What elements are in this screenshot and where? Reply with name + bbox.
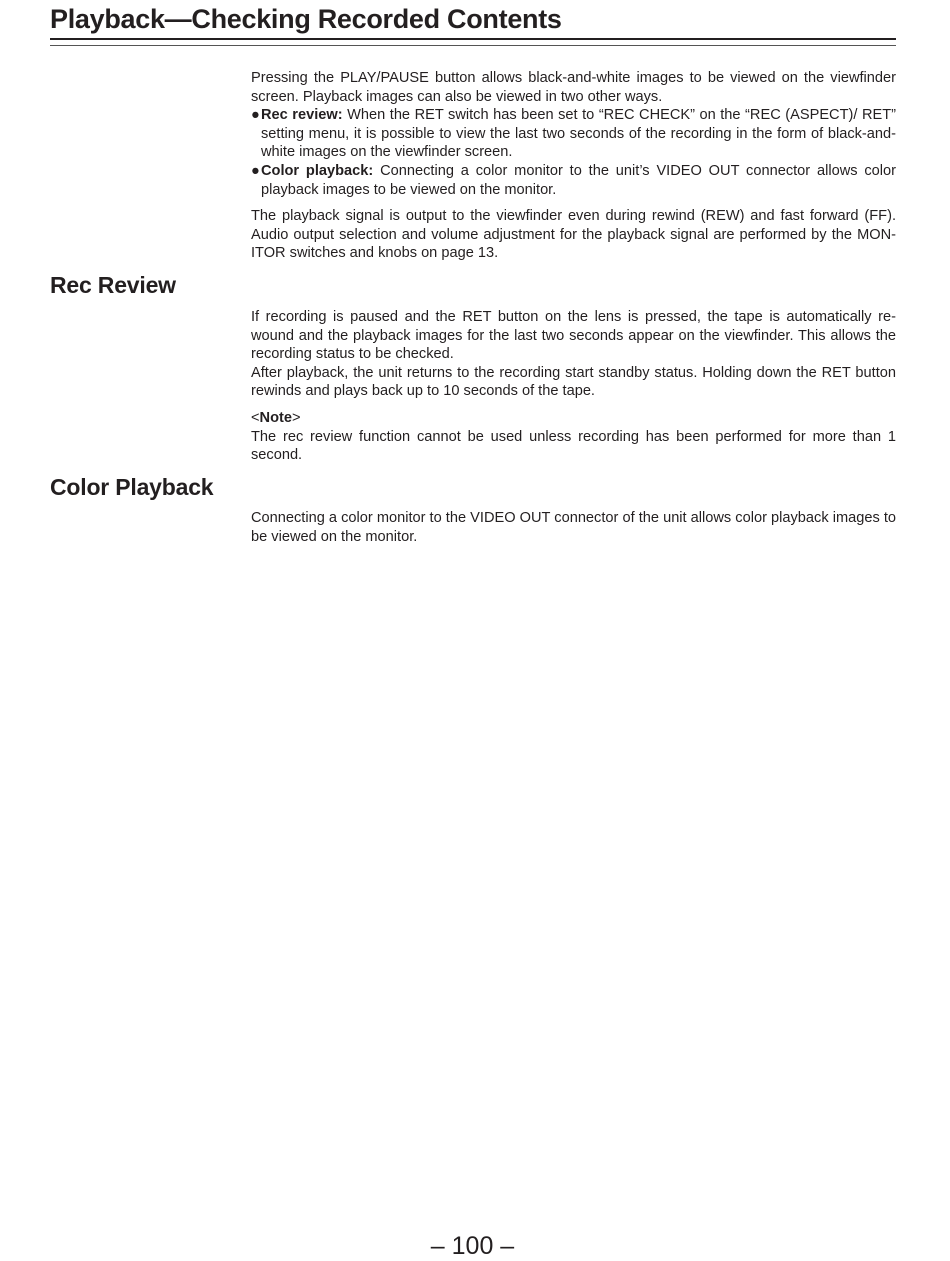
note-heading: [251, 409, 896, 428]
note-text: The rec review function cannot be used unless recording has been performed for more than 1 second.: [251, 428, 896, 464]
note-label: Note: [259, 409, 292, 426]
note-open-bracket: <: [251, 409, 260, 426]
heading-rec-review: Rec Review: [50, 272, 176, 298]
color-playback-section: [251, 509, 896, 546]
title-rule-thin: [50, 45, 896, 46]
heading-color-playback: Color Playback: [50, 474, 214, 500]
title-rule-thick: [50, 38, 896, 40]
intro-section: [251, 69, 896, 263]
note-close-bracket: >: [291, 409, 301, 426]
color-playback-paragraph: Connecting a color monitor to the VIDEO OUT connector of the unit allows color playback images to be viewed on the monitor.: [251, 510, 896, 545]
page-number: – 100 –: [430, 1232, 515, 1260]
bullet-label: Rec review:: [261, 107, 343, 124]
rec-review-paragraph-1: If recording is paused and the RET button on the lens is pressed, the tape is automatically re- wound and the playback images for the last two seconds appear on the viewfinder. This allows the recording status to be checked.: [251, 309, 896, 363]
bullet-icon: ●: [251, 162, 260, 179]
intro-paragraph: Pressing the PLAY/PAUSE button allows black-and-white images to be viewed on the viewfinder screen. Playback images can also be viewed in two other ways.: [251, 70, 896, 105]
bullet-rec-review: [251, 106, 896, 162]
rec-review-section: [251, 308, 896, 465]
bullet-text: When the RET switch has been set to “REC CHECK” on the “REC (ASPECT)/ RET” setting menu, it is possible to view the last two seconds of the recording in the form of black-and-white images on the viewfinder screen.: [261, 107, 896, 161]
rec-review-paragraph-2: After playback, the unit returns to the recording start standby status. Holding down the RET button rewinds and plays back up to 10 seconds of the tape.: [251, 364, 896, 400]
page-title: Playback—Checking Recorded Contents: [50, 4, 562, 34]
bullet-icon: ●: [251, 107, 260, 124]
bullet-text: Connecting a color monitor to the unit’s VIDEO OUT connector allows color playback images to be viewed on the monitor.: [261, 162, 897, 198]
bullet-color-playback: [251, 162, 896, 199]
intro-paragraph-2: The playback signal is output to the viewfinder even during rewind (REW) and fast forward (FF). Audio output selection and volume adjustment for the playback signal are performed by the MON- ITOR switches and knobs on page 13.: [251, 208, 896, 262]
bullet-label: Color playback:: [261, 162, 374, 179]
